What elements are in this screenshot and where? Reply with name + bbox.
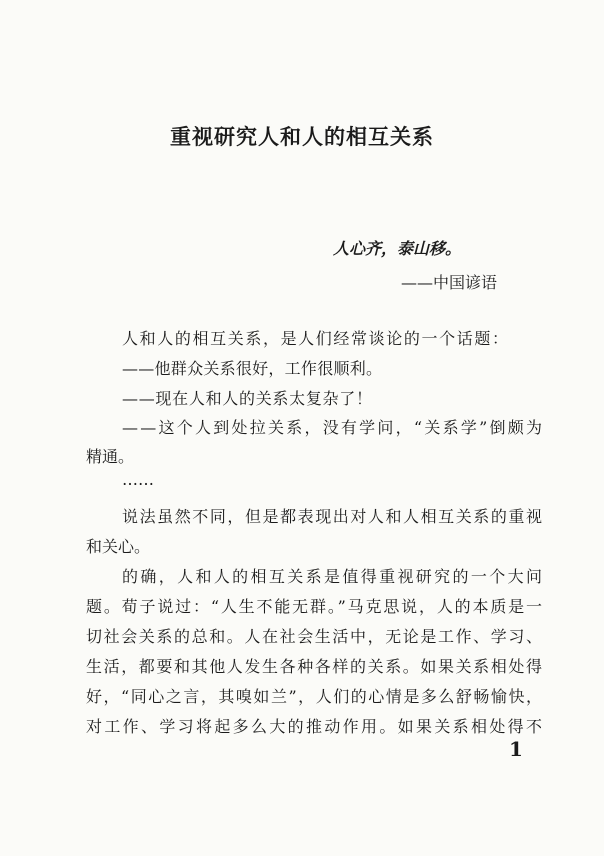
body-line: 的确，人和人的相互关系是值得重视研究的一个大问	[122, 567, 545, 586]
body-line: 好，“同心之言，其嗅如兰”，人们的心情是多么舒畅愉快，	[86, 687, 544, 706]
body-line: ……	[122, 470, 154, 489]
body-line: 和关心。	[86, 537, 151, 556]
body-line: 生活，都要和其他人发生各种各样的关系。如果关系相处得	[86, 657, 544, 676]
body-line: 人和人的相互关系，是人们经常谈论的一个话题：	[122, 329, 510, 348]
body-line: 说法虽然不同，但是都表现出对人和人相互关系的重视	[122, 507, 544, 526]
body-line: 精通。	[86, 447, 135, 466]
body-line: 切社会关系的总和。人在社会生活中，无论是工作、学习、	[86, 627, 544, 646]
body-line: ——这个人到处拉关系，没有学问，“关系学”倒颇为	[122, 418, 545, 437]
epigraph-source: ——中国谚语	[401, 273, 498, 292]
body-line: 对工作、学习将起多么大的推动作用。如果关系相处得不	[86, 717, 545, 736]
body-line: 题。荀子说过：“人生不能无群。”马克思说，人的本质是一	[86, 597, 544, 616]
body-line: ——现在人和人的关系太复杂了！	[122, 389, 373, 408]
page-number: 1	[509, 737, 523, 761]
epigraph-quote: 人心齐，泰山移。	[333, 239, 462, 258]
chapter-title: 重视研究人和人的相互关系	[170, 124, 434, 149]
body-line: ——他群众关系很好，工作很顺利。	[122, 359, 383, 378]
